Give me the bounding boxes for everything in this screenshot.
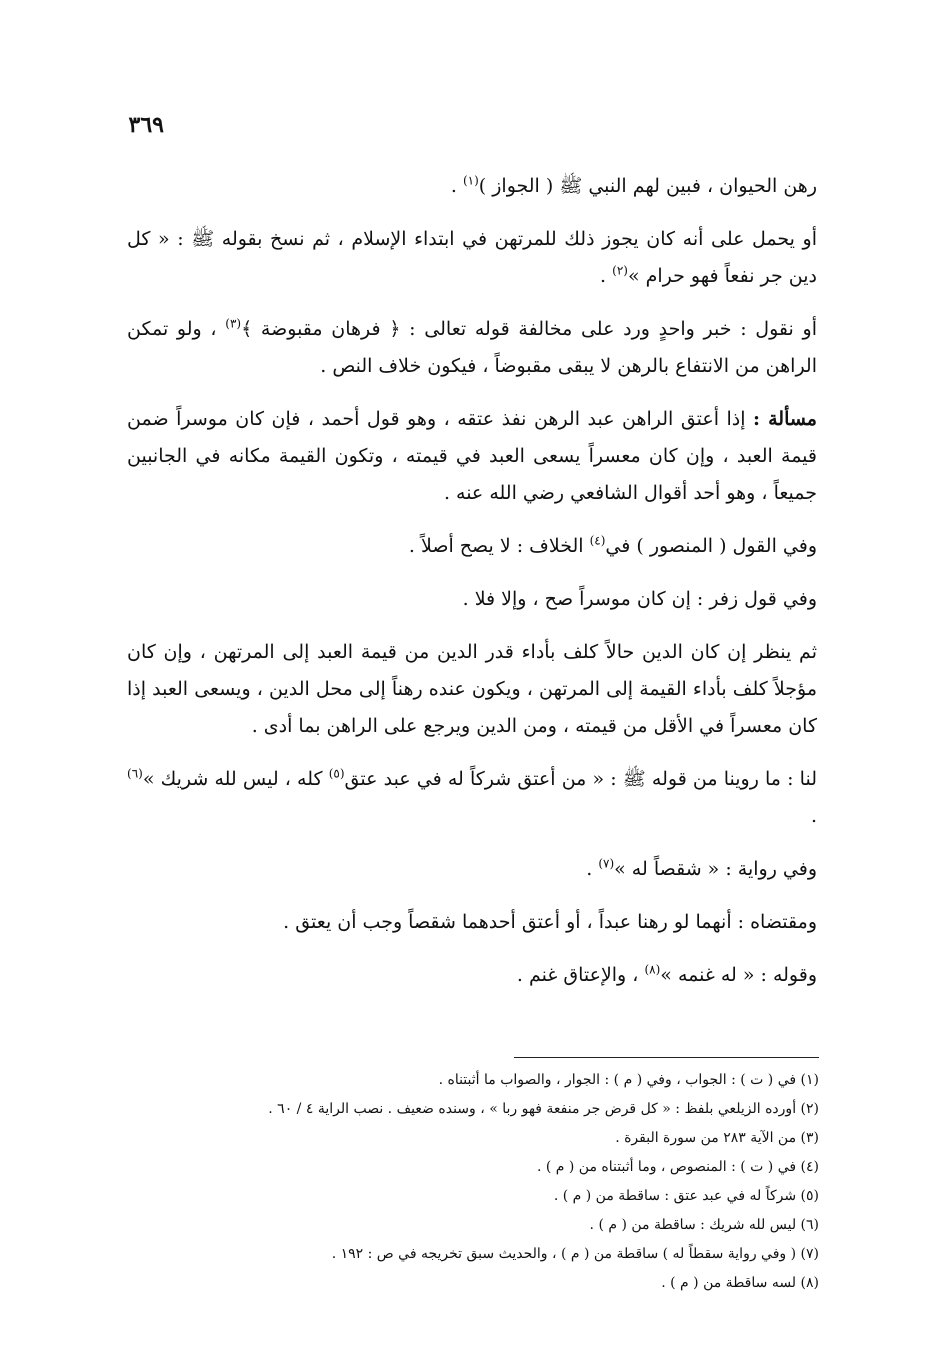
footnote-ref: (١) xyxy=(462,173,479,188)
paragraph-2 xyxy=(127,221,817,295)
paragraph-tail: ، والإعتاق غنم . xyxy=(516,964,645,986)
paragraph-text: إذا أعتق الراهن عبد الرهن نفذ عتقه ، وهو قول أحمد ، فإن كان موسراً ضمن قيمة العبد ، وإن كان معسراً يسعى العبد في قيمته ، وتكون القيمة مكانه في الجانبين جميعاً ، وهو أحد أقوال الشافعي رضي الله عنه . xyxy=(127,408,817,504)
paragraph-tail: الخلاف : لا يصح أصلاً . xyxy=(408,535,590,557)
footnote-7: (٧) ( وفي رواية سقطاً له ) ساقطة من ( م ) ، والحديث سبق تخريجه في ص : ١٩٢ . xyxy=(331,1246,819,1262)
paragraph-text: رهن الحيوان ، فبين لهم النبي ﷺ ( الجواز ) xyxy=(478,175,817,197)
footnote-2: (٢) أورده الزيلعي بلفظ : « كل قرض جر منفعة فهو ربا » ، وسنده ضعيف . نصب الراية ٤ / ٦٠ . xyxy=(268,1101,819,1117)
paragraph-text: وقوله : « له غنمه » xyxy=(660,964,817,986)
footnote-ref: (٧) xyxy=(598,856,615,871)
paragraph-11 xyxy=(127,957,817,994)
footnote-ref: (٦) xyxy=(127,766,143,781)
main-text xyxy=(127,168,817,1010)
footnote-ref: (٨) xyxy=(644,962,661,977)
paragraph-text: وفي رواية : « شقصاً له » xyxy=(614,858,817,880)
paragraph-text: لنا : ما روينا من قوله ﷺ : « من أعتق شركاً له في عبد عتق xyxy=(344,768,817,790)
paragraph-text: ثم ينظر إن كان الدين حالاً كلف بأداء قدر الدين من قيمة العبد إلى المرتهن ، وإن كان مؤجلاً كلف بأداء القيمة إلى المرتهن ، ويكون عنده رهناً إلى محل الدين ، ويسعى العبد إذا كان معسراً في الأقل من قيمته ، ومن الدين ويرجع على الراهن بما أدى . xyxy=(127,641,817,737)
paragraph-6 xyxy=(127,581,817,618)
paragraph-text: وفي قول زفر : إن كان موسراً صح ، وإلا فلا . xyxy=(462,588,817,610)
paragraph-1 xyxy=(127,168,817,205)
paragraph-10 xyxy=(127,904,817,941)
footnote-1: (١) في ( ت ) : الجواب ، وفي ( م ) : الجوار ، والصواب ما أثبتناه . xyxy=(438,1072,819,1088)
paragraph-tail: . xyxy=(586,858,599,880)
footnote-3: (٣) من الآية ٢٨٣ من سورة البقرة . xyxy=(615,1130,819,1146)
paragraph-9 xyxy=(127,851,817,888)
paragraph-tail: . xyxy=(600,265,613,287)
page-number: ٣٦٩ xyxy=(128,112,164,138)
paragraph-5 xyxy=(127,528,817,565)
footnote-divider xyxy=(514,1057,819,1058)
footnote-ref: (٢) xyxy=(612,263,628,278)
paragraph-4 xyxy=(127,401,817,512)
paragraph-text: أو يحمل على أنه كان يجوز ذلك للمرتهن في ابتداء الإسلام ، ثم نسخ بقوله ﷺ : « كل دين جر نفعاً فهو حرام » xyxy=(127,228,817,287)
footnote-5: (٥) شركاً له في عبد عتق : ساقطة من ( م ) . xyxy=(553,1188,819,1204)
footnote-6: (٦) ليس لله شريك : ساقطة من ( م ) . xyxy=(589,1217,819,1233)
footnote-8: (٨) لسه ساقطة من ( م ) . xyxy=(661,1275,819,1291)
issue-heading: مسألة : xyxy=(753,408,817,430)
paragraph-tail: . xyxy=(810,805,817,827)
footnote-ref: (٤) xyxy=(589,533,606,548)
paragraph-8 xyxy=(127,761,817,835)
footnote-4: (٤) في ( ت ) : المنصوص ، وما أثبتناه من ( م ) . xyxy=(536,1159,819,1175)
paragraph-text: أو نقول : خبر واحدٍ ورد على مخالفة قوله تعالى : ﴿ فرهان مقبوضة ﴾ xyxy=(241,318,817,340)
footnotes xyxy=(119,1066,819,1298)
paragraph-tail: . xyxy=(450,175,463,197)
paragraph-text: وفي القول ( المنصور ) في xyxy=(605,535,817,557)
paragraph-tail: كله ، ليس لله شريك » xyxy=(142,768,329,790)
paragraph-tail: ، ولو تمكن الراهن من الانتفاع بالرهن لا يبقى مقبوضاً ، فيكون خلاف النص . xyxy=(127,318,817,377)
paragraph-3 xyxy=(127,311,817,385)
paragraph-text: ومقتضاه : أنهما لو رهنا عبداً ، أو أعتق أحدهما شقصاً وجب أن يعتق . xyxy=(283,911,817,933)
paragraph-7 xyxy=(127,634,817,745)
footnote-ref: (٣) xyxy=(225,316,242,331)
footnote-ref: (٥) xyxy=(328,766,345,781)
